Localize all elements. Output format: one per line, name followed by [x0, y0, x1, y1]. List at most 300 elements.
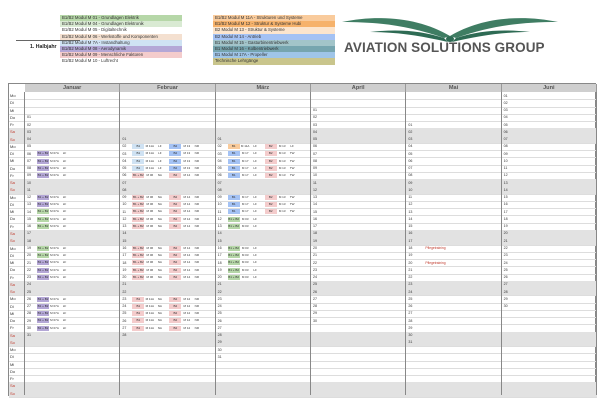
course-chip: B2	[169, 202, 181, 207]
day-number: 07	[313, 151, 317, 156]
day-number: 23	[408, 282, 413, 287]
course-code: NA	[157, 224, 162, 228]
course-chip: B1	[132, 166, 144, 171]
course-code: TW	[289, 202, 295, 207]
day-number: 24	[27, 282, 31, 287]
course-code: LF	[158, 165, 162, 170]
day-number: 13	[503, 180, 508, 185]
course-code: M 13	[278, 173, 286, 178]
course-code: LF	[62, 202, 67, 207]
month-header: Januar	[25, 84, 120, 92]
legend-right	[213, 15, 335, 65]
day-number: 31	[27, 333, 31, 338]
day-number: 30	[313, 318, 317, 323]
day-number: 30	[408, 333, 413, 338]
course-code: M 13	[183, 158, 191, 163]
course-code: LF	[253, 216, 257, 221]
course-code: LF	[253, 165, 257, 170]
course-code: M 14	[183, 202, 191, 207]
course-code: M 11A	[145, 311, 155, 316]
course-code: M 13	[183, 151, 191, 156]
day-number: 14	[503, 187, 508, 192]
weekday-label: Di	[10, 303, 14, 309]
day-number: 09	[122, 195, 127, 200]
day-number: 23	[503, 253, 508, 258]
day-number: 01	[313, 108, 317, 113]
day-number: 09	[503, 151, 508, 156]
weekday-label: Do	[10, 165, 16, 171]
day-number: 24	[217, 304, 222, 309]
day-number: 29	[27, 318, 31, 323]
weekday-label: Fr	[10, 223, 14, 229]
day-number: 11	[27, 187, 31, 192]
day-number: 22	[503, 246, 508, 250]
day-number: 09	[217, 195, 222, 200]
course-code: M 07A	[50, 303, 59, 308]
course-chip: B2	[169, 275, 181, 280]
course-chip: B2	[169, 144, 181, 149]
day-number: 20	[313, 246, 317, 250]
course-code: LF	[253, 173, 257, 178]
day-number: 03	[217, 151, 222, 156]
course-chip: B2	[169, 195, 181, 200]
course-code: LF	[62, 158, 67, 163]
course-chip: B2	[265, 144, 277, 149]
legend-item: Technische Lehrgänge	[213, 58, 335, 64]
day-number: 11	[217, 209, 222, 214]
course-code: LF	[253, 151, 257, 156]
course-chip: B1 + B2	[132, 224, 144, 228]
day-number: 12	[408, 202, 413, 207]
day-number: 28	[503, 289, 508, 294]
course-code: M 07A	[50, 274, 59, 279]
day-number: 21	[217, 282, 222, 287]
day-number: 01	[408, 122, 413, 127]
course-code: LF	[253, 253, 257, 258]
course-chip: B1 + B2	[37, 311, 49, 316]
day-number: 29	[217, 340, 222, 345]
day-number: 10	[313, 173, 317, 178]
course-code: M 11A	[145, 325, 155, 330]
day-number: 04	[408, 144, 413, 149]
day-number: 04	[27, 137, 31, 142]
day-number: 05	[313, 137, 317, 142]
day-number: 05	[503, 122, 508, 127]
course-chip: B1 + B2	[37, 216, 49, 221]
course-chip: B1 + B2	[37, 165, 49, 170]
course-chip: B1 + B2	[37, 274, 49, 279]
weekday-label: Mo	[10, 194, 16, 200]
month-column	[406, 92, 501, 395]
course-code: LF	[290, 144, 294, 149]
course-code: LF	[62, 151, 67, 156]
course-code: M 13	[278, 158, 286, 163]
course-code: M 11A	[145, 318, 155, 323]
day-number: 12	[313, 187, 317, 192]
day-number: 12	[217, 216, 222, 221]
course-code: M 07A	[50, 253, 59, 258]
weekday-label: So	[10, 238, 15, 244]
course-chip: B1 + B2	[132, 173, 144, 178]
day-number: 14	[122, 231, 127, 236]
weekday-label: Di	[10, 354, 14, 360]
weekday-label: Sa	[10, 180, 15, 186]
course-code: M 17	[241, 165, 249, 170]
weekday-label: Di	[10, 151, 14, 157]
day-number: 26	[408, 304, 413, 309]
course-code: M 11A	[145, 165, 155, 170]
course-code: M 12	[183, 311, 191, 316]
course-code: M 07A	[50, 224, 59, 228]
course-code: LF	[62, 325, 67, 330]
course-code: M 07A	[50, 216, 59, 221]
course-code: M 11A	[145, 303, 155, 308]
day-number: 21	[503, 238, 508, 243]
weekday-label: Mi	[10, 260, 15, 266]
course-chip: B2	[169, 209, 181, 214]
day-number: 08	[313, 158, 317, 163]
day-number: 18	[503, 216, 508, 221]
day-number: 23	[27, 275, 31, 280]
day-number: 15	[27, 216, 31, 221]
day-number: 01	[217, 137, 222, 142]
course-chip: B1 + B2	[132, 209, 144, 214]
day-number: 11	[408, 195, 413, 200]
course-code: M 07A	[50, 209, 59, 214]
legend-item: B1/B2 Modul M 06 - Werkstoffe und Komponenten	[60, 34, 182, 40]
course-code: M 11A	[240, 144, 250, 149]
course-chip: B1 + B2	[37, 173, 49, 178]
day-number: 24	[122, 304, 127, 309]
day-number: 04	[122, 158, 127, 163]
weekday-label: So	[10, 339, 15, 345]
course-code: NR	[194, 245, 199, 250]
course-code: M 07A	[50, 194, 59, 199]
day-number: 15	[313, 209, 317, 214]
course-code: M 12	[183, 318, 191, 323]
course-code: M 17	[241, 158, 249, 163]
course-chip: B2	[169, 224, 181, 229]
course-code: M 17	[241, 194, 249, 199]
course-code: LF	[62, 245, 67, 250]
course-code: M 07A	[50, 202, 59, 207]
weekday-column-divider	[9, 92, 25, 395]
course-code: M 03	[241, 224, 249, 228]
day-number: 29	[313, 311, 317, 316]
course-code: NR	[194, 173, 199, 178]
course-code: LF	[62, 165, 67, 170]
month-column	[502, 92, 597, 395]
day-number: 05	[408, 151, 413, 156]
course-code: NR	[194, 144, 199, 149]
course-code: M 06	[146, 194, 154, 199]
course-code: LF	[253, 194, 257, 199]
course-code: M 17	[241, 209, 249, 214]
course-chip: B2	[169, 151, 181, 156]
course-code: M 12	[183, 303, 191, 308]
course-chip: B1	[132, 304, 144, 309]
course-chip: B1 + B2	[132, 216, 144, 221]
weekday-label: Mi	[10, 158, 15, 164]
course-code: M 17	[241, 202, 249, 207]
course-code: M 12	[183, 296, 191, 301]
day-number: 29	[408, 325, 413, 330]
weekday-label: Sa	[10, 332, 15, 338]
course-code: M 13	[278, 209, 286, 214]
weekday-label: Mo	[10, 347, 16, 353]
day-number: 29	[503, 296, 508, 301]
day-number: 10	[122, 202, 127, 207]
course-code: LF	[253, 158, 257, 163]
legend-item: B1/B2 Modul M 05 - Digitaltechnik	[60, 27, 182, 33]
day-number: 16	[503, 202, 508, 207]
course-code: LF	[62, 209, 67, 214]
course-code: M 11A	[145, 296, 155, 301]
weekday-label: So	[10, 390, 15, 396]
course-code: M 07A	[50, 151, 59, 156]
weekday-label: Mo	[10, 296, 16, 302]
course-code: NA	[157, 311, 162, 316]
course-code: M 13	[278, 202, 286, 207]
weekday-label: Mi	[10, 209, 15, 215]
weekday-label: So	[10, 187, 15, 193]
day-number: 18	[408, 246, 413, 250]
day-number: 27	[217, 325, 222, 330]
weekday-label: Mi	[10, 310, 15, 316]
course-code: M 07A	[50, 165, 59, 170]
day-number: 26	[217, 318, 222, 323]
course-code: NR	[194, 303, 199, 308]
course-chip: B1 + B2	[132, 202, 144, 207]
day-number: 04	[313, 129, 317, 134]
legend-item: B1 Modul M 17A - Propeller	[213, 52, 335, 58]
day-number: 02	[217, 144, 222, 149]
legend-item: B1/B2 Modul M 01 - Grundlagen Elektrik	[60, 15, 182, 21]
course-chip: B2	[169, 268, 181, 273]
course-code: NR	[194, 158, 199, 163]
course-code: TW	[289, 151, 295, 156]
weekday-label: Di	[10, 201, 14, 207]
weekday-label: Mo	[10, 143, 16, 149]
divider	[16, 40, 80, 41]
course-chip: B2	[169, 159, 181, 164]
day-number: 17	[122, 253, 127, 258]
course-chip: B2	[265, 195, 277, 200]
day-number: 10	[408, 187, 413, 192]
course-code: M 03	[241, 267, 249, 272]
course-chip: B1 + B2	[228, 274, 240, 279]
row-line	[9, 397, 597, 398]
day-number: 20	[122, 275, 127, 280]
weekday-label: Sa	[10, 383, 15, 389]
course-code: M 07A	[50, 267, 59, 272]
course-code: M 07A	[50, 245, 59, 250]
course-chip: B2	[265, 202, 277, 207]
course-code: NA	[157, 318, 162, 323]
course-chip: B1	[228, 173, 240, 178]
course-chip: B1	[228, 159, 240, 164]
course-chip: B1 + B2	[37, 260, 49, 265]
legend-item: B1/B2 Modul M 09 - Menschliche Faktoren	[60, 52, 182, 58]
day-number: 22	[408, 275, 413, 280]
day-number: 16	[27, 224, 31, 229]
course-code: NR	[194, 202, 199, 207]
weekday-label: Sa	[10, 281, 15, 287]
day-number: 15	[217, 238, 222, 243]
course-code: M 17	[241, 151, 249, 156]
day-number: 01	[27, 115, 31, 120]
course-code: LF	[62, 303, 67, 308]
course-code: NA	[157, 209, 162, 214]
course-code: M 07A	[50, 158, 59, 163]
day-number: 20	[27, 253, 31, 258]
day-number: 03	[503, 108, 508, 113]
day-number: 19	[408, 253, 413, 258]
course-chip: B1 + B2	[37, 296, 49, 301]
day-number: 22	[27, 267, 31, 272]
weekday-label: Mi	[10, 361, 15, 367]
course-code: M 06	[146, 173, 154, 178]
course-code: M 06	[146, 224, 154, 228]
day-number: 06	[313, 144, 317, 149]
course-code: M 06	[146, 253, 154, 258]
weekday-label: Sa	[10, 230, 15, 236]
day-number: 27	[122, 325, 127, 330]
day-number: 17	[27, 231, 31, 236]
course-code: NA	[157, 325, 162, 330]
day-number: 24	[503, 260, 508, 265]
weekday-label: Fr	[10, 376, 14, 382]
course-chip: B1 + B2	[132, 260, 144, 265]
day-number: 14	[408, 216, 413, 221]
course-code: LF	[158, 158, 162, 163]
day-number: 19	[27, 246, 31, 250]
day-number: 15	[408, 224, 413, 229]
day-number: 17	[313, 224, 317, 229]
weekday-label: Mo	[10, 245, 16, 251]
day-number: 25	[217, 311, 222, 316]
course-chip: B1	[228, 166, 240, 171]
course-code: LF	[62, 311, 67, 316]
day-number: 25	[122, 311, 127, 316]
course-code: M 14	[183, 267, 191, 272]
course-chip: B1	[132, 311, 144, 316]
course-code: M 14	[183, 209, 191, 214]
course-code: NR	[194, 318, 199, 323]
day-number: 07	[408, 166, 413, 171]
course-code: LF	[253, 202, 257, 207]
course-chip: B1 + B2	[228, 245, 240, 250]
course-code: M 06	[146, 202, 154, 207]
day-number: 28	[27, 311, 31, 316]
day-number: 18	[27, 238, 31, 243]
day-number: 19	[217, 267, 222, 272]
course-code: LF	[253, 267, 257, 272]
course-code: M 13	[183, 144, 191, 149]
course-code: NR	[194, 296, 199, 301]
course-code: NA	[157, 267, 162, 272]
course-code: M 14	[183, 216, 191, 221]
course-chip: B1 + B2	[37, 303, 49, 308]
day-number: 13	[217, 224, 222, 229]
day-number: 30	[503, 304, 508, 309]
course-code: M 06	[146, 216, 154, 221]
course-chip: B2	[265, 151, 277, 156]
brand-title: AVIATION SOLUTIONS GROUP	[344, 40, 545, 55]
course-code: LF	[253, 224, 257, 228]
course-code: NA	[157, 296, 162, 301]
course-chip: B2	[169, 326, 181, 331]
day-number: 23	[217, 296, 222, 301]
course-code: M 07A	[50, 173, 59, 178]
weekday-label: Do	[10, 368, 16, 374]
day-number: 25	[503, 267, 508, 272]
day-number: 25	[313, 282, 317, 287]
weekday-label: Di	[10, 252, 14, 258]
course-code: M 11A	[145, 151, 155, 156]
course-code: NA	[157, 202, 162, 207]
course-code: NR	[194, 253, 199, 258]
course-chip: B1 + B2	[228, 267, 240, 272]
course-chip: B1 + B2	[228, 260, 240, 265]
day-number: 10	[27, 180, 31, 185]
course-code: LF	[62, 318, 67, 323]
weekday-label: Fr	[10, 122, 14, 128]
day-number: 04	[503, 115, 508, 120]
weekday-label: Do	[10, 267, 16, 273]
day-number: 17	[408, 238, 413, 243]
day-number: 26	[27, 296, 31, 301]
day-number: 07	[503, 137, 508, 142]
day-number: 21	[408, 267, 413, 272]
legend-item: B1/B2 Modul M 04 - Grundlagen Elektronik	[60, 21, 182, 27]
weekday-label: So	[10, 289, 15, 295]
month-header: Mai	[406, 84, 501, 92]
course-chip: B2	[265, 173, 277, 178]
course-chip: B2	[169, 166, 181, 171]
course-code: TW	[289, 165, 295, 170]
legend-item: B2 Modul M 14 - Antrieb	[213, 34, 335, 40]
course-code: NR	[194, 274, 199, 279]
course-code: NA	[157, 173, 162, 178]
course-code: M 03	[241, 274, 249, 279]
course-code: NA	[157, 260, 162, 265]
day-number: 08	[503, 144, 508, 149]
day-number: 20	[408, 260, 413, 265]
course-chip: B1 + B2	[37, 245, 49, 250]
day-number: 13	[122, 224, 127, 229]
course-code: NR	[194, 165, 199, 170]
course-code: LF	[253, 245, 257, 250]
course-code: M 11A	[145, 158, 155, 163]
day-number: 12	[27, 195, 31, 200]
course-code: M 03	[241, 245, 249, 250]
day-number: 28	[122, 333, 127, 338]
day-number: 08	[217, 187, 222, 192]
course-code: M 03	[241, 253, 249, 258]
legend-item: B1 Modul M 15 - Gasturbinentriebwerk	[213, 40, 335, 46]
day-number: 11	[503, 166, 508, 171]
course-chip: B1 + B2	[37, 267, 49, 272]
course-chip: B1 + B2	[37, 202, 49, 207]
course-chip: B2	[169, 246, 181, 251]
course-code: NA	[157, 253, 162, 258]
day-number: 26	[122, 318, 127, 323]
pflegetraining-note: Pflegetraining	[425, 246, 446, 250]
course-chip: B1	[228, 209, 240, 214]
course-chip: B1 + B2	[132, 253, 144, 258]
day-number: 01	[122, 137, 127, 142]
